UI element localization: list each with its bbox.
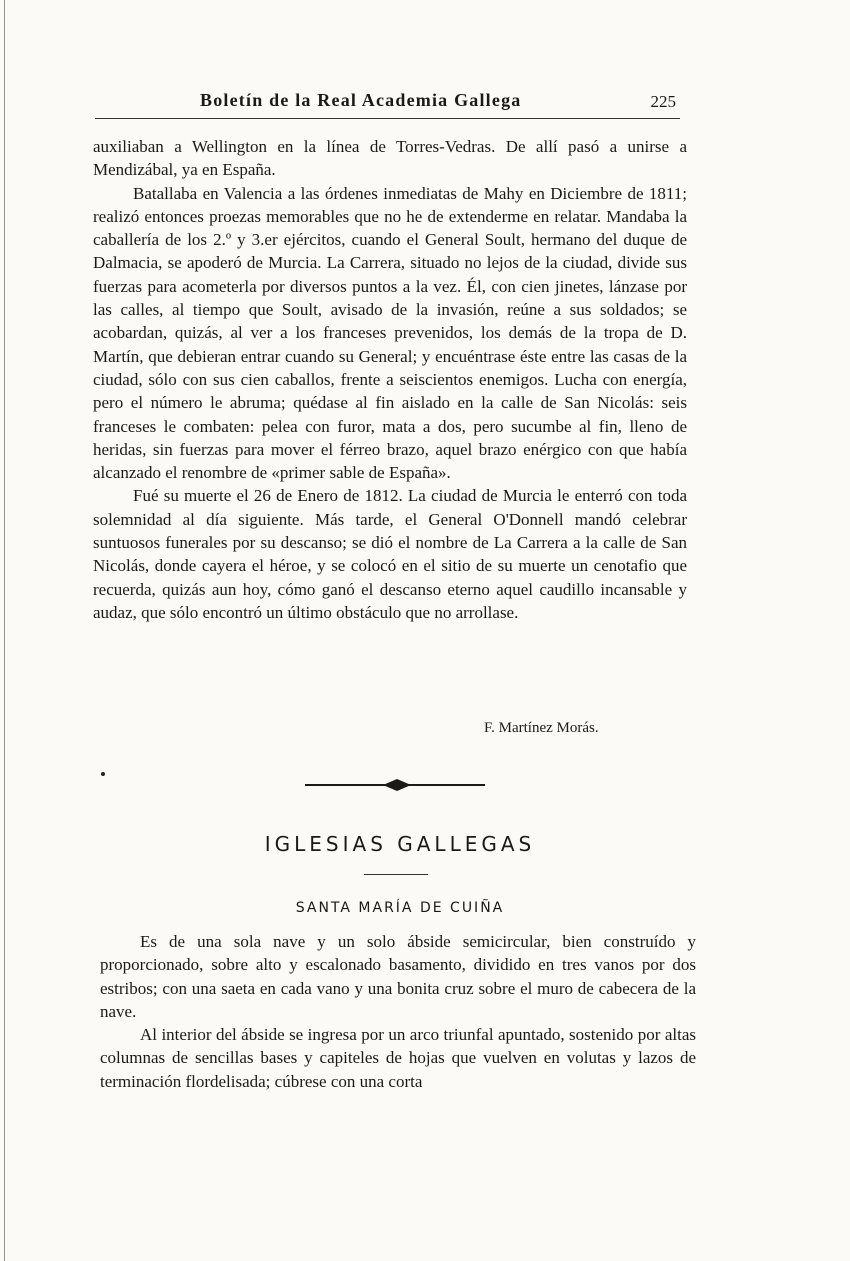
ink-speck	[101, 772, 105, 776]
section-title: IGLESIAS GALLEGAS	[264, 832, 536, 856]
section-body	[100, 930, 696, 1093]
paragraph: Es de una sola nave y un solo ábside semicircular, bien construído y proporcionado, sobre alto y escalonado basamento, dividido en tres vanos por dos estribos; con una saeta en cada vano y una bonita cruz sobre el muro de cabecera de la nave.	[100, 932, 696, 1021]
paragraph: auxiliaban a Wellington en la línea de Torres-Vedras. De allí pasó a unirse a Mendizábal, ya en España.	[93, 137, 687, 180]
page-edge-line	[4, 0, 5, 1261]
section-subtitle: SANTA MARÍA DE CUIÑA	[295, 900, 505, 916]
author-signature: F. Martínez Morás.	[484, 720, 599, 736]
running-header	[95, 88, 680, 120]
article-body	[93, 135, 687, 624]
header-rule	[95, 118, 680, 119]
paragraph: Fué su muerte el 26 de Enero de 1812. La ciudad de Murcia le enterró con toda solemnidad al día siguiente. Más tarde, el General O'Donnell mandó celebrar suntuosos funerales por su descanso; se dió el nombre de La Carrera a la calle de San Nicolás, donde cayera el héroe, y se colocó en el sitio de su muerte un cenotafio que recuerda, quizás aun hoy, cómo ganó el descanso eterno aquel caudillo incansable y audaz, que sólo encontró un último obstáculo que no arrollase.	[93, 486, 687, 622]
ornament-divider	[300, 770, 490, 800]
title-rule	[364, 874, 428, 875]
running-title: Boletín de la Real Academia Gallega	[200, 90, 522, 110]
paragraph: Batallaba en Valencia a las órdenes inmediatas de Mahy en Diciembre de 1811; realizó entonces proezas memorables que no he de extenderme en relatar. Mandaba la caballería de los 2.º y 3.er ejércitos, cuando el General Soult, hermano del duque de Dalmacia, se apoderó de Murcia. La Carrera, situado no lejos de la ciudad, divide sus fuerzas para acometerla por diversos puntos a la vez. Él, con cien jinetes, lánzase por las calles, al tiempo que Soult, avisado de la invasión, reúne a sus soldados; se acobardan, quizás, al ver a los franceses prevenidos, los demás de la tropa de D. Martín, que debieran entrar cuando su General; y encuéntrase éste entre las casas de la ciudad, sólo con sus cien caballos, frente a seiscientos enemigos. Lucha con energía, pero el número le abruma; quédase al fin aislado en la calle de San Nicolás: seis franceses le combaten: pelea con furor, mata a dos, pero sucumbe al fin, lleno de heridas, sin fuerzas para mover el férreo brazo, aquel brazo enérgico con que había alcanzado el renombre de «primer sable de España».	[93, 183, 687, 483]
page-number: 225	[650, 92, 676, 111]
paragraph: Al interior del ábside se ingresa por un arco triunfal apuntado, sostenido por altas columnas de sencillas bases y capiteles de hojas que vuelven en volutas y lazos de terminación flordelisada; cúbrese con una corta	[100, 1025, 696, 1091]
